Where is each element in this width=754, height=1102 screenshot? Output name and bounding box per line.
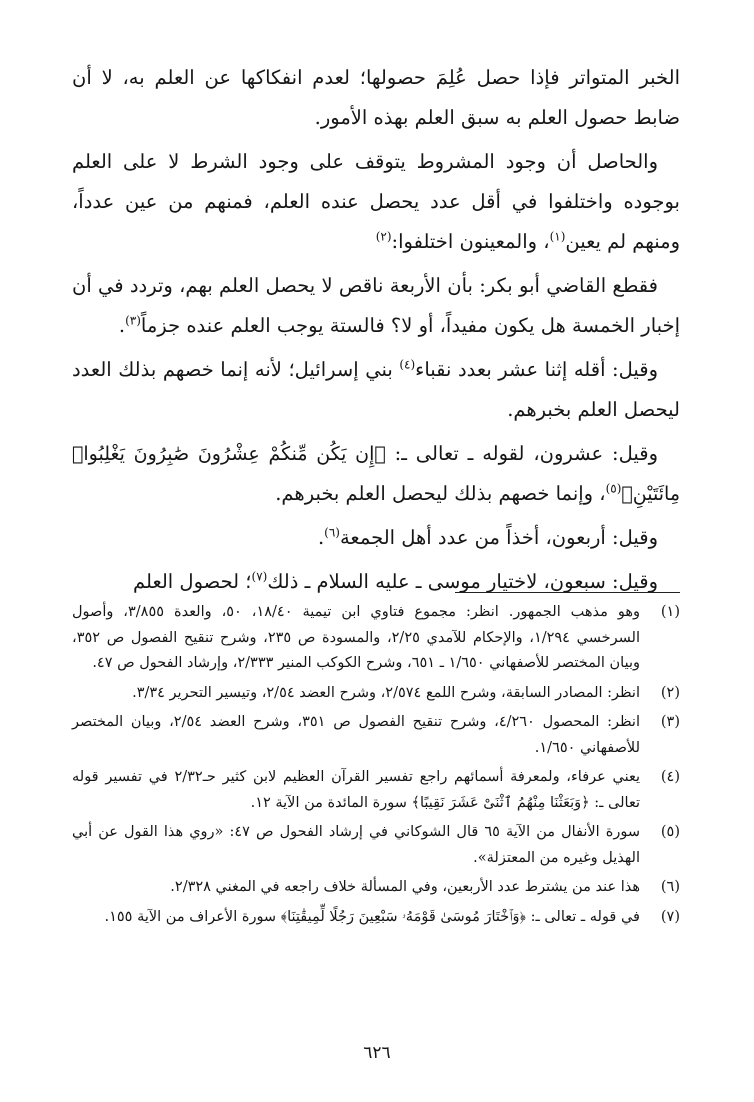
footnote-number: (٧) xyxy=(660,908,680,925)
footnote-7 xyxy=(72,905,680,931)
footnote-ref-5[interactable]: (٥) xyxy=(605,481,622,496)
footnote-6 xyxy=(72,875,680,901)
paragraph-7: وقيل: سبعون، لاختيار موسى ـ عليه السلام ـ ذلك$^{(٧)}$؛ لحصول العلم xyxy=(133,569,658,593)
footnote-text: يعني عرفاء، ولمعرفة أسمائهم راجع تفسير القرآن العظيم لابن كثير حـ٢/٣٢ في تفسير قوله تعالى ـ: ﴿وَبَعَثْنَا مِنْهُمُ ٱثْنَىْ عَشَرَ نَقِيبًا﴾ سورة المائدة من الآية ١٢. xyxy=(72,769,641,811)
footnote-4 xyxy=(72,765,680,816)
footnote-number: (١) xyxy=(660,604,680,620)
footnote-text: هذا عند من يشترط عدد الأربعين، وفي المسألة خلاف راجعه في المغني ٢/٣٢٨. xyxy=(170,879,640,895)
footnote-divider xyxy=(455,592,680,593)
footnote-text: انظر: المصادر السابقة، وشرح اللمع ٢/٥٧٤، وشرح العضد ٢/٥٤، وتيسير التحرير ٣/٣٤. xyxy=(132,684,640,701)
paragraph-1: الخبر المتواتر فإذا حصل عُلِمَ حصولها؛ لعدم انفكاكها عن العلم به، لا أن ضابط حصول العلم به سبق العلم بهذه الأمور. xyxy=(72,66,680,129)
footnote-1 xyxy=(72,600,680,677)
footnote-number: (٥) xyxy=(660,824,680,840)
footnote-ref-4[interactable]: (٤) xyxy=(399,357,416,372)
footnote-number: (٢) xyxy=(660,684,680,701)
main-text xyxy=(72,58,680,606)
page-number: ٦٢٦ xyxy=(363,1043,391,1063)
footnote-5 xyxy=(72,820,680,871)
footnote-ref-1[interactable]: (١) xyxy=(549,229,566,244)
footnote-ref-7[interactable]: (٧) xyxy=(251,569,268,584)
paragraph-3: فقطع القاضي أبو بكر: بأن الأربعة ناقص لا يحصل العلم بهم، وتردد في أن إخبار الخمسة هل يكون مفيداً، أو لا؟ فالستة يوجب العلم عنده جزماً$^{(٣)}$. xyxy=(72,274,680,337)
paragraph-2: والحاصل أن وجود المشروط يتوقف على وجود الشرط لا على العلم بوجوده واختلفوا في أقل عدد يحصل عنده العلم، فمنهم من عين عدداً، ومنهم لم يعين$^{(١)}$، والمعينون اختلفوا:$^{(٢)}$ xyxy=(72,150,680,253)
footnote-ref-6[interactable]: (٦) xyxy=(324,525,340,540)
paragraph-6: وقيل: أربعون، أخذاً من عدد أهل الجمعة$^{(٦)}$. xyxy=(317,525,658,549)
footnote-text: سورة الأنفال من الآية ٦٥ قال الشوكاني في إرشاد الفحول ص ٤٧: «روي هذا القول عن أبي الهذيل وغيره من المعتزلة». xyxy=(72,824,641,866)
footnote-ref-3[interactable]: (٣) xyxy=(125,313,141,328)
footnote-text: في قوله ـ تعالى ـ: ﴿وَٱخْتَارَ مُوسَىٰ قَوْمَهُۥ سَبْعِينَ رَجُلًا لِّمِيقَٰتِنَا﴾ سورة الأعراف من الآية ١٥٥. xyxy=(104,908,640,925)
footnote-2 xyxy=(72,681,680,707)
footnote-ref-2[interactable]: (٢) xyxy=(375,229,392,244)
footnote-number: (٦) xyxy=(660,879,680,895)
footnote-number: (٤) xyxy=(660,769,680,785)
footnote-number: (٣) xyxy=(660,714,680,730)
quran-quote: ﴿إِن يَكُن مِّنكُمْ عِشْرُونَ صَٰبِرُونَ يَغْلِبُوا۟ مِائَتَيْنِ﴾ xyxy=(72,443,680,505)
paragraph-5: وقيل: عشرون، لقوله ـ تعالى ـ: ﴿إِن يَكُن مِّنكُمْ عِشْرُونَ صَٰبِرُونَ يَغْلِبُوا۟ مِائَتَيْنِ﴾$^{(٥)}$، وإنما خصهم بذلك ليحصل العلم بخبرهم. xyxy=(72,442,680,505)
paragraph-4: وقيل: أقله إثنا عشر بعدد نقباء$^{(٤)}$ بني إسرائيل؛ لأنه إنما خصهم بذلك العدد ليحصل العلم بخبرهم. xyxy=(72,357,680,421)
footnote-text: وهو مذهب الجمهور. انظر: مجموع فتاوي ابن تيمية ١٨/٤٠، ٥٠، والعدة ٣/٨٥٥، وأصول السرخسي ١/٢٩٤، والإحكام للآمدي ٢/٢٥، والمسودة ص ٢٣٥، وشرح تنقيح الفصول ص ٣٥٢، وبيان المختصر للأصفهاني ١/٦٥٠ ـ ٦٥١، وشرح الكوكب المنير ٢/٣٣٣، وإرشاد الفحول ص ٤٧. xyxy=(72,604,640,671)
footnote-text: انظر: المحصول ٤/٢٦٠، وشرح تنقيح الفصول ص ٣٥١، وشرح العضد ٢/٥٤، وبيان المختصر للأصفهاني ١/٦٥٠. xyxy=(72,714,640,756)
footnotes xyxy=(72,600,680,934)
footnote-3 xyxy=(72,710,680,761)
